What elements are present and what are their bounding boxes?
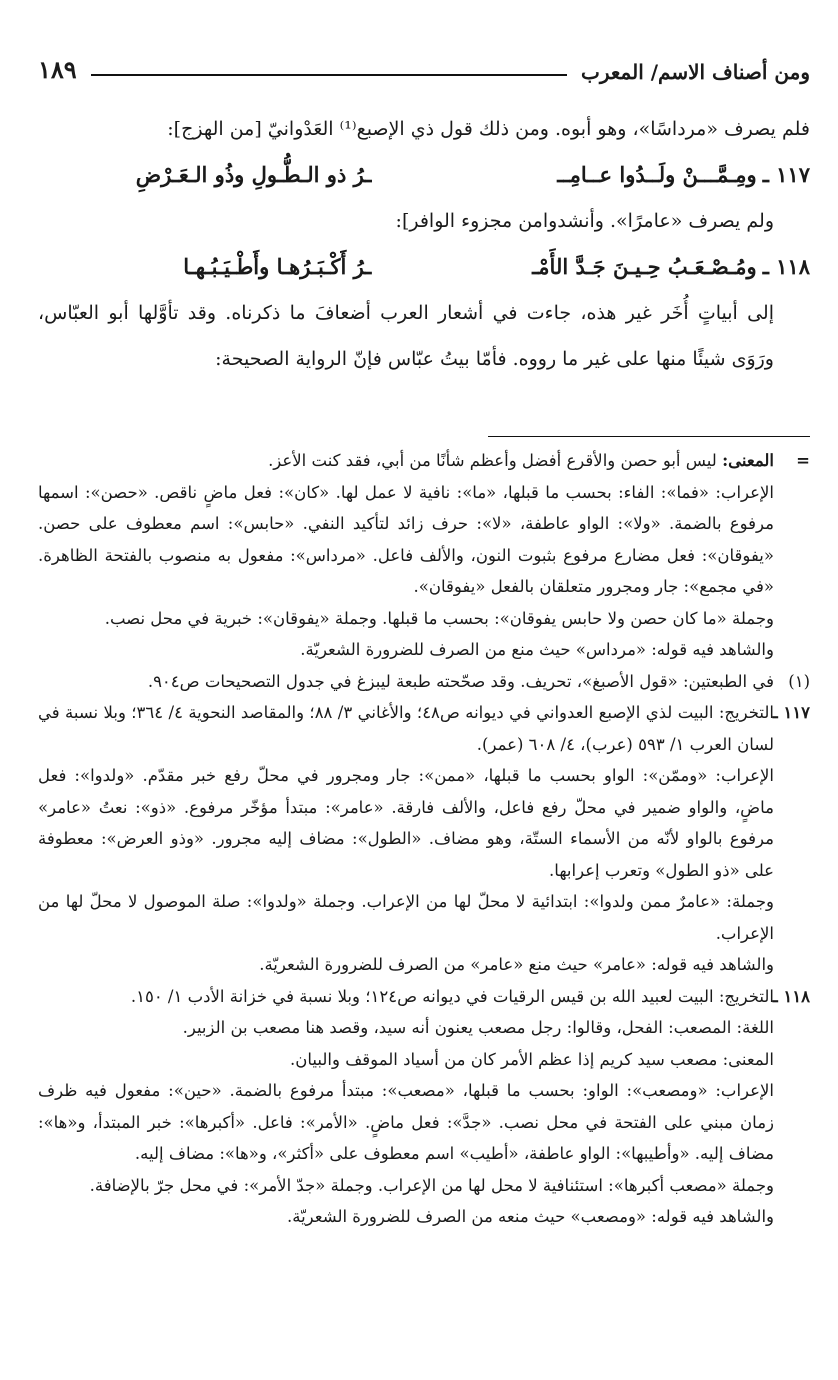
note-number: ١١٨ ـ: [772, 986, 810, 1006]
footnote-1: [38, 666, 810, 698]
verse-117: [38, 152, 810, 198]
note-evidence: والشاهد فيه قوله: «ومصعب» حيث منعه من الصرف للضرورة الشعريّة.: [286, 1207, 774, 1226]
verse-second-hemistich: ـرُ أَكْـبَـرُهـا وأَطْـيَـبُـهـا: [183, 254, 372, 279]
verse-first-hemistich: ومُـصْـعَـبُ حِـيـنَ جَـدَّ الأَمْـ: [532, 254, 757, 279]
note-sentence: وجملة «مصعب أكبرها»: استئنافية لا محل لها من الإعراب. وجملة «جدّ الأمر»: في محل جرّ بالإضافة.: [89, 1175, 774, 1195]
verse-number: ١١٧ ـ: [762, 162, 810, 187]
note-irab: الإعراب: «وممّن»: الواو بحسب ما قبلها، «ممن»: جار ومجرور في محلّ رفع خبر مقدّم. «ولدوا»: فعل ماضٍ، والواو ضمير في محلّ رفع فاعل، والألف فارقة. «عامر»: مبتدأ مؤخّر مرفوع. «ذو»: نعتُ «عامر» مرفوع بالواو لأنّه من الأسماء الستّة، وهو مضاف. «الطول»: مضاف إليه مجرور. «وذو العرض»: معطوفة على «ذو الطول» وتعرب إعرابها.: [38, 766, 774, 880]
note-irab: الإعراب: «فما»: الفاء: بحسب ما قبلها، «ما»: نافية لا عمل لها. «كان»: فعل ماضٍ ناقص. «حصن»: اسمها مرفوع بالضمة. «ولا»: الواو عاطفة، «لا»: حرف زائد لتأكيد النفي. «حابس»: اسم معطوف على حصن. «يفوقان»: فعل مضارع مرفوع بثبوت النون، والألف فاعل. «مرداس»: مفعول به منصوب بالفتحة الظاهرة. «في مجمع»: جار ومجرور متعلقان بالفعل «يفوقان».: [38, 482, 774, 596]
footnotes: [38, 445, 810, 1233]
note-meaning: المعنى: مصعب سيد كريم إذا عظم الأمر كان من أسياد الموقف والبيان.: [290, 1049, 774, 1069]
note-117: [38, 697, 810, 981]
verse-number: ١١٨ ـ: [762, 254, 810, 279]
note-number: ١١٧ ـ: [772, 703, 810, 722]
note-meaning: المعنى: ليس أبو حصن والأقرع أفضل وأعظم شأنًا من أبي، فقد كنت الأعز.: [268, 451, 774, 470]
footnote-text: في الطبعتين: «قول الأصبغ»، تحريف. وقد صحّحته طبعة ليبزغ في جدول التصحيحات ص٩٠٤.: [147, 671, 774, 691]
note-continuation: [38, 445, 810, 666]
paragraph-3: إلى أبياتٍ أُخَر غير هذه، جاءت في أشعار العرب أضعافَ ما ذكرناه. وقد تأوَّلها أبو العبّاس، ورَوَى شيئًا منها على غير ما رووه. فأمّا بيتُ عبّاس فإنّ الرواية الصحيحة:: [38, 302, 774, 370]
page-number: ١٨٩: [38, 55, 77, 84]
verse-second-hemistich: ـرُ ذو الـطُّـولِ وذُو الـعَـرْضِ: [135, 162, 372, 187]
paragraph-2: ولم يصرف «عامرًا». وأنشدوامن مجزوء الوافر]:: [395, 210, 774, 232]
verse-118: [38, 244, 810, 290]
book-page: [38, 48, 810, 1370]
verse-first-hemistich: ومِـمَّـــنْ ولَــدُوا عــامِــ: [557, 162, 757, 187]
note-evidence: والشاهد فيه قوله: «عامر» حيث منع «عامر» من الصرف للضرورة الشعريّة.: [259, 955, 774, 974]
running-header: [38, 48, 810, 84]
label-meaning: المعنى:: [722, 451, 774, 470]
note-sentence: وجملة «ما كان حصن ولا حابس يفوقان»: بحسب ما قبلها. وجملة «يفوقان»: خبرية في محل نصب.: [104, 608, 774, 628]
note-lugha: اللغة: المصعب: الفحل، وقالوا: رجل مصعب يعنون أنه سيد، وقصد هنا مصعب بن الزبير.: [182, 1018, 774, 1037]
note-takhrij: التخريج: البيت لعبيد الله بن قيس الرقيات في ديوانه ص١٢٤؛ وبلا نسبة في خزانة الأدب ١/ ١٥٠.: [130, 986, 774, 1006]
footnote-number: (١): [788, 671, 810, 691]
note-takhrij: التخريج: البيت لذي الإصبع العدواني في ديوانه ص٤٨؛ والأغاني ٣/ ٨٨؛ والمقاصد النحوية ٤/ ٣٦٤؛ وبلا نسبة في لسان العرب ١/ ٥٩٣ (عرب)، ٤/ ٦٠٨ (عمر).: [38, 703, 774, 754]
note-irab: الإعراب: «ومصعب»: الواو: بحسب ما قبلها، «مصعب»: مبتدأ مرفوع بالضمة. «حين»: مفعول فيه ظرف زمان مبني على الفتحة في محل نصب. «جدَّ»: فعل ماضٍ. «الأمر»: فاعل. «أكبرها»: خبر المبتدأ، و«ها»: مضاف إليه. «وأطيبها»: الواو عاطفة، «أطيب» اسم معطوف على «أكثر»، و«ها»: مضاف إليه.: [38, 1081, 774, 1163]
header-rule: [91, 74, 567, 76]
continuation-marker: =: [796, 451, 810, 470]
paragraph-1: فلم يصرف «مرداسًا»، وهو أبوه. ومن ذلك قول ذي الإصبع⁽¹⁾ العَدْوانيّ [من الهزج]:: [167, 118, 810, 140]
note-118: [38, 981, 810, 1233]
note-sentence: وجملة: «عامرٌ ممن ولدوا»: ابتدائية لا محلّ لها من الإعراب. وجملة «ولدوا»: صلة الموصول لا محلّ لها من الإعراب.: [38, 892, 774, 943]
main-text: [38, 106, 810, 382]
footnote-separator: [488, 436, 810, 437]
running-title: ومن أصناف الاسم/ المعرب: [581, 60, 810, 84]
note-evidence: والشاهد فيه قوله: «مرداس» حيث منع من الصرف للضرورة الشعريّة.: [300, 640, 774, 659]
